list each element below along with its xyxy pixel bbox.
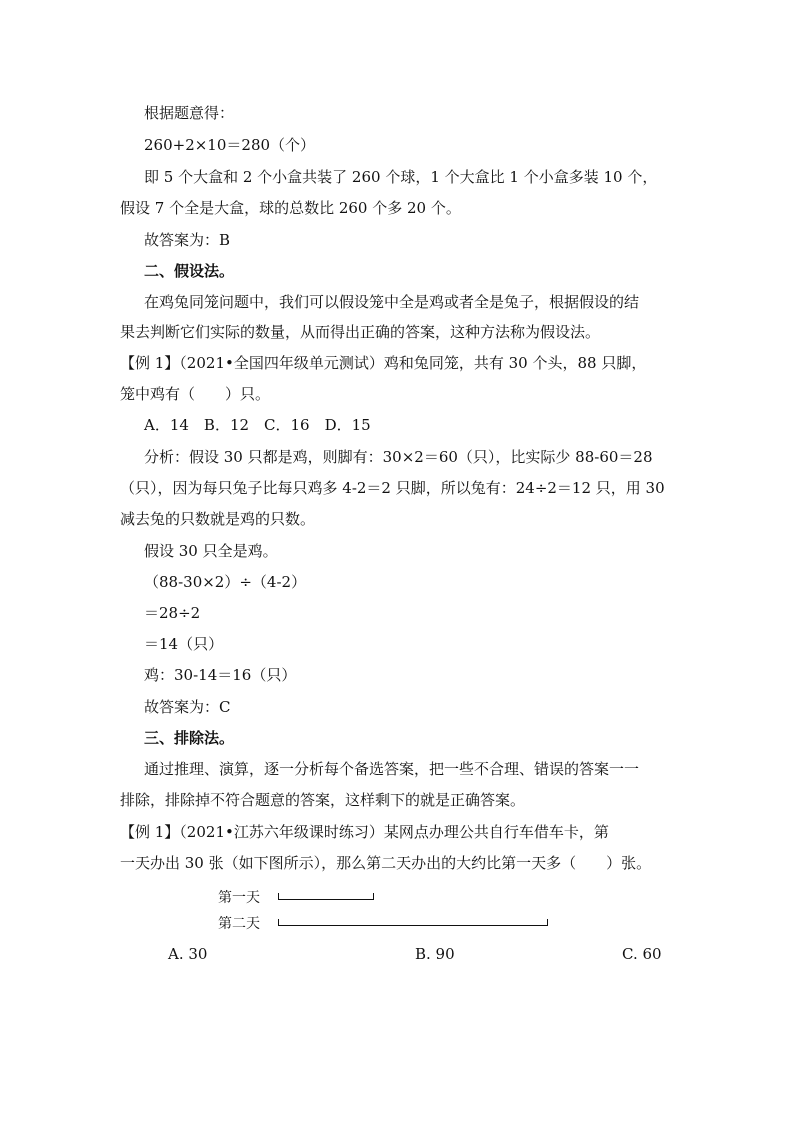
text-line: ＝28÷2 [144, 604, 201, 622]
text-line: 笼中鸡有（ ）只。 [120, 385, 271, 403]
text-line: A．14 B．12 C．16 D．15 [144, 416, 371, 434]
choice-a: A. 30 [168, 945, 208, 963]
choice-b: B. 90 [415, 945, 455, 963]
text-line: 一天办出 30 张（如下图所示），那么第二天办出的大约比第一天多（ ）张。 [120, 854, 652, 872]
text-line: （只），因为每只兔子比每只鸡多 4-2＝2 只脚，所以兔有：24÷2＝12 只，用 30 [120, 479, 665, 497]
section-heading: 二、假设法。 [144, 262, 235, 280]
text-line: ＝14（只） [144, 635, 224, 653]
text-line: 假设 7 个全是大盒，球的总数比 260 个多 20 个。 [120, 199, 461, 217]
choice-c: C. 60 [622, 945, 662, 963]
text-line: 在鸡兔同笼问题中，我们可以假设笼中全是鸡或者全是兔子，根据假设的结 [144, 293, 640, 311]
day2-bar [278, 919, 548, 926]
text-line: 通过推理、演算，逐一分析每个备选答案，把一些不合理、错误的答案一一 [144, 760, 640, 778]
text-line: 假设 30 只全是鸡。 [144, 542, 278, 560]
text-line: 故答案为：C [144, 698, 231, 716]
analysis-line: 分析：假设 30 只都是鸡，则脚有：30×2＝60（只），比实际少 88-60＝28 [144, 448, 653, 466]
text-line: 果去判断它们实际的数量，从而得出正确的答案，这种方法称为假设法。 [120, 323, 601, 341]
text-line: 即 5 个大盒和 2 个小盒共装了 260 个球，1 个大盒比 1 个小盒多装 10 个， [144, 168, 658, 186]
day1-bar [278, 893, 374, 900]
choices [0, 945, 794, 967]
text-line: 根据题意得： [144, 104, 235, 122]
text-line: （88-30×2）÷（4-2） [144, 573, 307, 591]
section-heading: 三、排除法。 [144, 729, 235, 747]
day2-label: 第二天 [218, 916, 260, 932]
text-line: 鸡：30-14＝16（只） [144, 666, 297, 684]
text-line: 故答案为：B [144, 231, 231, 249]
text-line: 排除，排除掉不符合题意的答案，这样剩下的就是正确答案。 [120, 791, 526, 809]
example-title: 【例 1】（2021•全国四年级单元测试）鸡和兔同笼，共有 30 个头，88 只脚， [120, 354, 647, 372]
example-title: 【例 1】（2021•江苏六年级课时练习）某网点办理公共自行车借车卡，第 [120, 823, 609, 841]
text-line: 减去兔的只数就是鸡的只数。 [120, 510, 316, 528]
text-line: 260+2×10＝280（个） [144, 136, 316, 154]
day1-label: 第一天 [218, 890, 260, 906]
